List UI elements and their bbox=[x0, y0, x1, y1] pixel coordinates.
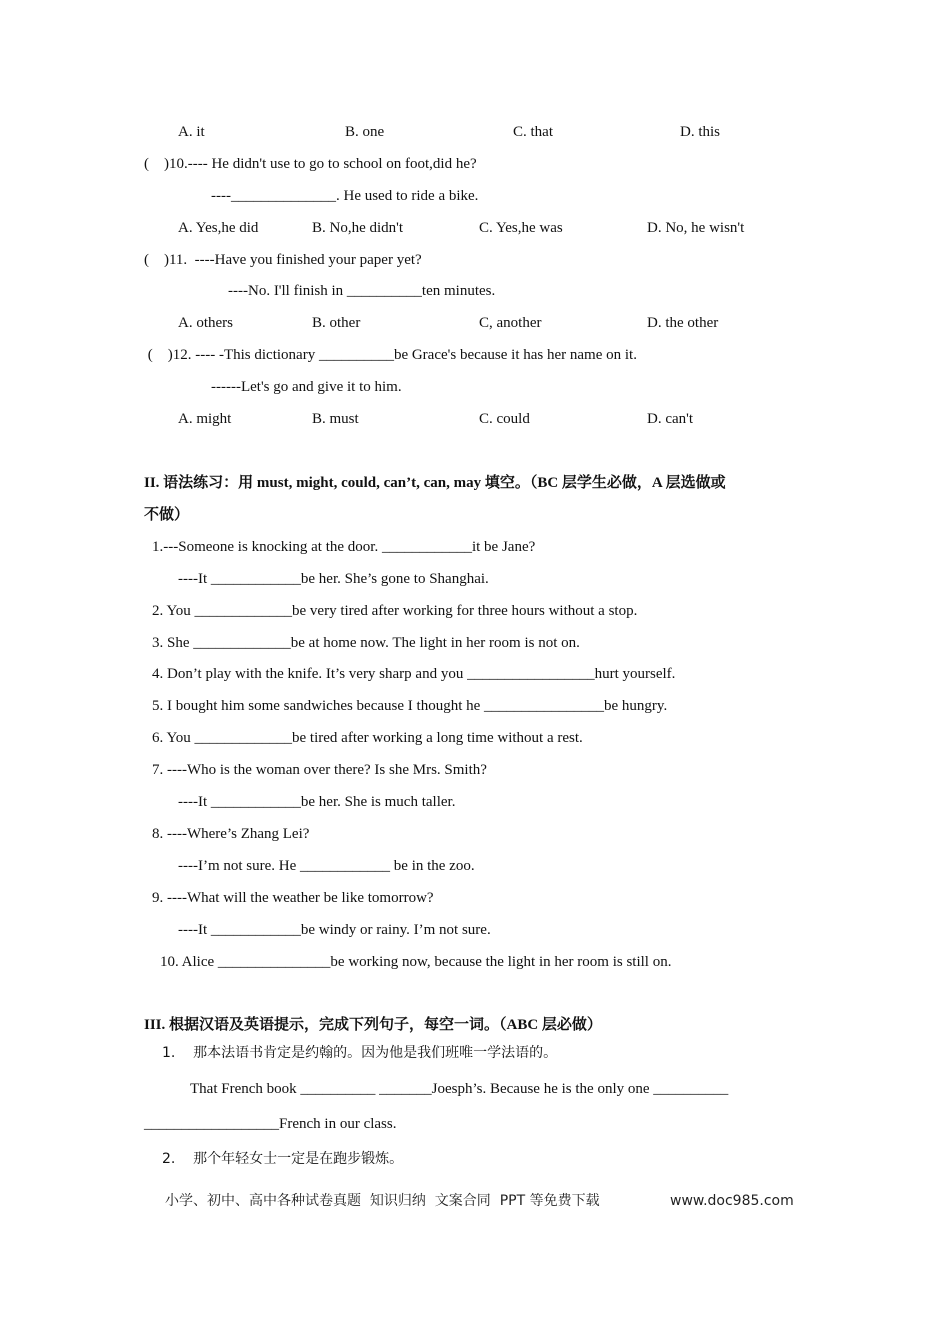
section3-heading: III. 根据汉语及英语提示，完成下列句子，每空一词。（ABC 层必做） bbox=[144, 1017, 602, 1033]
q11-option-a: A. others bbox=[178, 315, 233, 331]
q9-option-a: A. it bbox=[178, 124, 205, 140]
q10-option-c: C. Yes,he was bbox=[479, 220, 563, 236]
s2-line: 2. You _____________be very tired after working for three hours without a stop. bbox=[152, 603, 638, 619]
q12-option-a: A. might bbox=[178, 411, 232, 427]
q11-stem: ( )11. ----Have you finished your paper yet? bbox=[144, 252, 422, 268]
s2-line: 6. You _____________be tired after working a long time without a rest. bbox=[152, 730, 583, 746]
q10-option-d: D. No, he wisn't bbox=[647, 220, 745, 236]
q11-option-d: D. the other bbox=[647, 315, 719, 331]
s2-line: ----I’m not sure. He ____________ be in the zoo. bbox=[178, 858, 475, 874]
q11-answer-line: ----No. I'll finish in __________ten minutes. bbox=[228, 283, 496, 299]
section2-heading: II. 语法练习：用 must, might, could, can’t, can, may 填空。（BC 层学生必做，A 层选做或 bbox=[144, 475, 726, 491]
section2-heading-cont: 不做） bbox=[144, 507, 190, 523]
s2-line: 8. ----Where’s Zhang Lei? bbox=[152, 826, 310, 842]
s2-line: ----It ____________be her. She’s gone to Shanghai. bbox=[178, 571, 489, 587]
q10-option-b: B. No,he didn't bbox=[312, 220, 404, 236]
q12-stem: ( )12. ---- -This dictionary __________be Grace's because it has her name on it. bbox=[144, 347, 637, 363]
q9-option-d: D. this bbox=[680, 124, 721, 140]
footer-url: www.doc985.com bbox=[670, 1193, 794, 1209]
q10-answer-line: ----______________. He used to ride a bike. bbox=[211, 188, 479, 204]
s2-line: 9. ----What will the weather be like tomorrow? bbox=[152, 890, 434, 906]
q11-option-c: C, another bbox=[479, 315, 542, 331]
q12-option-c: C. could bbox=[479, 411, 530, 427]
q10-option-a: A. Yes,he did bbox=[178, 220, 259, 236]
s2-line: 7. ----Who is the woman over there? Is she Mrs. Smith? bbox=[152, 762, 487, 778]
s2-line: 5. I bought him some sandwiches because I thought he ________________be hungry. bbox=[152, 698, 668, 714]
s3-item1-english: That French book __________ _______Joesph’s. Because he is the only one __________ bbox=[190, 1081, 729, 1097]
s3-item1-chinese: 1. 那本法语书肯定是约翰的。因为他是我们班唯一学法语的。 bbox=[162, 1045, 558, 1061]
s3-item1-english-cont: __________________French in our class. bbox=[144, 1116, 397, 1132]
s2-line: 4. Don’t play with the knife. It’s very sharp and you _________________hurt yourself. bbox=[152, 666, 676, 682]
q9-option-c: C. that bbox=[513, 124, 553, 140]
q9-option-b: B. one bbox=[345, 124, 385, 140]
s2-line: ----It ____________be her. She is much taller. bbox=[178, 794, 456, 810]
q10-stem: ( )10.---- He didn't use to go to school on foot,did he? bbox=[144, 156, 477, 172]
q11-option-b: B. other bbox=[312, 315, 361, 331]
footer-text: 小学、初中、高中各种试卷真题 知识归纳 文案合同 PPT 等免费下载 bbox=[165, 1193, 600, 1209]
s2-line: 1.---Someone is knocking at the door. ____________it be Jane? bbox=[152, 539, 536, 555]
s2-line: ----It ____________be windy or rainy. I’m not sure. bbox=[178, 922, 491, 938]
s2-line: 3. She _____________be at home now. The light in her room is not on. bbox=[152, 635, 580, 651]
s3-item2-chinese: 2. 那个年轻女士一定是在跑步锻炼。 bbox=[162, 1151, 404, 1167]
q12-option-b: B. must bbox=[312, 411, 359, 427]
q12-option-d: D. can't bbox=[647, 411, 694, 427]
s2-line: 10. Alice _______________be working now, because the light in her room is still on. bbox=[160, 954, 672, 970]
q12-answer-line: ------Let's go and give it to him. bbox=[211, 379, 402, 395]
